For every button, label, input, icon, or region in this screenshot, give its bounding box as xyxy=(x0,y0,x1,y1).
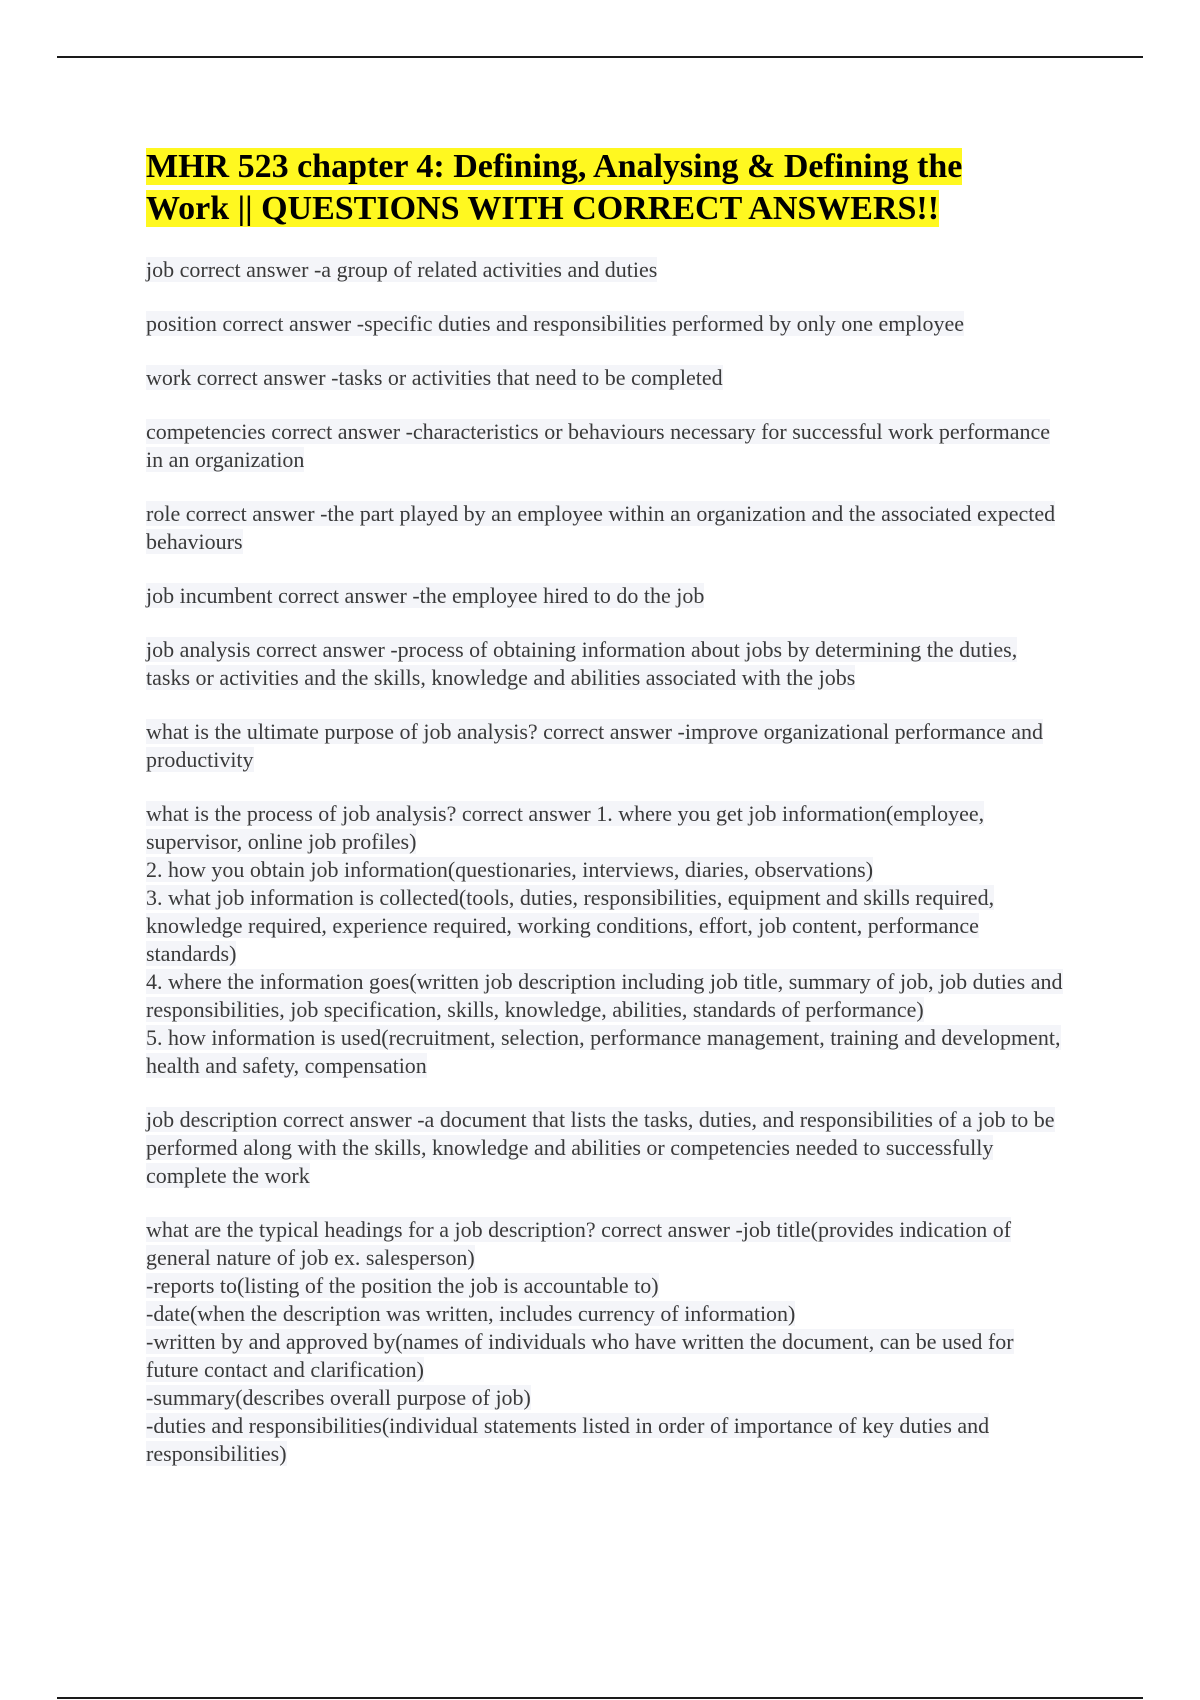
qa-entry-typical-headings xyxy=(146,1216,1066,1468)
bottom-rule xyxy=(57,1697,1143,1699)
qa-text: 5. how information is used(recruitment, selection, performance management, training and development, health and safety, compensation xyxy=(146,1025,1061,1078)
qa-entry-competencies xyxy=(146,418,1066,474)
qa-line xyxy=(146,1328,1066,1384)
qa-line xyxy=(146,1024,1066,1080)
qa-line xyxy=(146,1412,1066,1468)
qa-line xyxy=(146,856,1066,884)
qa-text: job analysis correct answer -process of obtaining information about jobs by determining the duties, tasks or activities and the skills, knowledge and abilities associated with the jobs xyxy=(146,637,1018,690)
document-body xyxy=(146,146,1066,1494)
qa-text: 4. where the information goes(written job description including job title, summary of job, job duties and responsibilities, job specification, skills, knowledge, abilities, standards of performance) xyxy=(146,969,1063,1022)
qa-text: job correct answer -a group of related activities and duties xyxy=(146,257,658,282)
qa-text: -written by and approved by(names of individuals who have written the document, can be used for future contact and clarification) xyxy=(146,1329,1014,1382)
qa-line xyxy=(146,968,1066,1024)
title-highlight: MHR 523 chapter 4: Defining, Analysing & Defining the Work || QUESTIONS WITH CORRECT ANSWERS!! xyxy=(146,148,963,227)
qa-entry-ultimate-purpose xyxy=(146,718,1066,774)
qa-text: role correct answer -the part played by an employee within an organization and the associated expected behaviours xyxy=(146,501,1056,554)
qa-text: job incumbent correct answer -the employee hired to do the job xyxy=(146,583,705,608)
qa-text: -date(when the description was written, includes currency of information) xyxy=(146,1301,796,1326)
qa-entry-process xyxy=(146,800,1066,1080)
top-rule xyxy=(57,56,1143,58)
qa-line xyxy=(146,800,1066,856)
qa-entry-role xyxy=(146,500,1066,556)
qa-entry-job-analysis xyxy=(146,636,1066,692)
qa-entry-job-incumbent xyxy=(146,582,1066,610)
qa-line xyxy=(146,1216,1066,1272)
qa-entry-job-description xyxy=(146,1106,1066,1190)
qa-line xyxy=(146,1384,1066,1412)
qa-text: job description correct answer -a document that lists the tasks, duties, and responsibilities of a job to be performed along with the skills, knowledge and abilities or competencies needed to successfully complete the work xyxy=(146,1107,1055,1188)
qa-entry-job xyxy=(146,256,1066,284)
qa-text: what is the ultimate purpose of job analysis? correct answer -improve organizational performance and productivity xyxy=(146,719,1043,772)
qa-text: what are the typical headings for a job description? correct answer -job title(provides indication of general nature of job ex. salesperson) xyxy=(146,1217,1012,1270)
qa-text: -reports to(listing of the position the job is accountable to) xyxy=(146,1273,659,1298)
qa-text: -duties and responsibilities(individual statements listed in order of importance of key duties and responsibilities) xyxy=(146,1413,990,1466)
qa-line xyxy=(146,1300,1066,1328)
qa-text: competencies correct answer -characteristics or behaviours necessary for successful work performance in an organization xyxy=(146,419,1051,472)
qa-text: 2. how you obtain job information(questionaries, interviews, diaries, observations) xyxy=(146,857,874,882)
qa-line xyxy=(146,884,1066,968)
document-title xyxy=(146,146,1006,230)
qa-line xyxy=(146,1272,1066,1300)
qa-text: 3. what job information is collected(tools, duties, responsibilities, equipment and skills required, knowledge required, experience required, working conditions, effort, job content, performance standards) xyxy=(146,885,995,966)
qa-text: what is the process of job analysis? correct answer 1. where you get job information(employee, supervisor, online job profiles) xyxy=(146,801,985,854)
qa-entry-work xyxy=(146,364,1066,392)
qa-text: work correct answer -tasks or activities that need to be completed xyxy=(146,365,723,390)
qa-text: -summary(describes overall purpose of job) xyxy=(146,1385,531,1410)
qa-text: position correct answer -specific duties and responsibilities performed by only one employee xyxy=(146,311,965,336)
qa-entry-position xyxy=(146,310,1066,338)
